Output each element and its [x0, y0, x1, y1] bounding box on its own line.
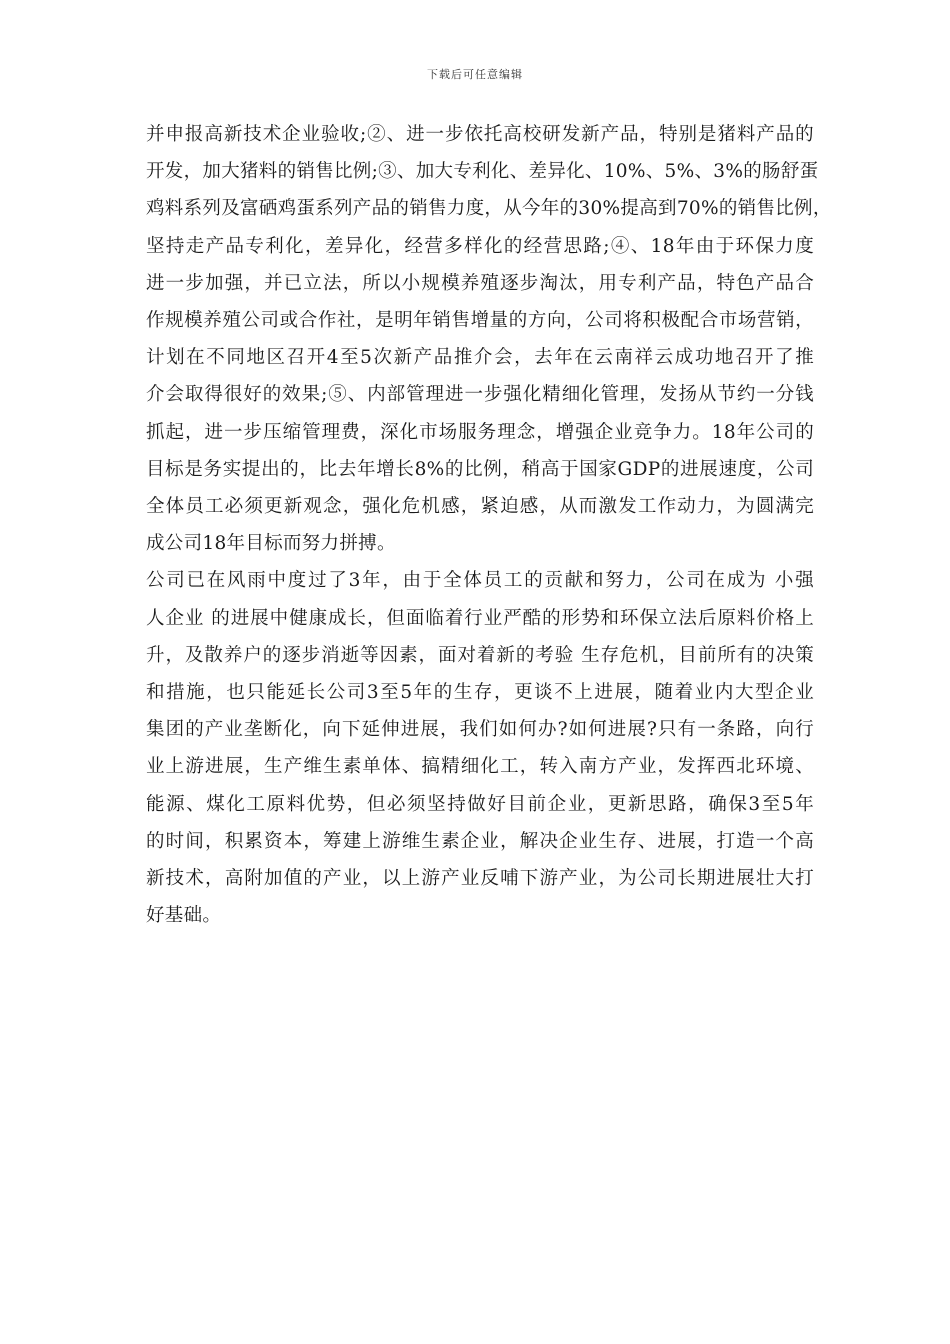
text-line: 的时间，积累资本，筹建上游维生素企业，解决企业生存、进展，打造一个高 [146, 830, 814, 852]
text-line: 公司已在风雨中度过了3年，由于全体员工的贡献和努力，公司在成为 小强 [146, 570, 814, 592]
text-line: 计划在不同地区召开4至5次新产品推介会，去年在云南祥云成功地召开了推 [146, 347, 814, 369]
text-line: 作规模养殖公司或合作社，是明年销售增量的方向，公司将积极配合市场营销， [146, 310, 814, 332]
text-line: 好基础。 [146, 905, 222, 927]
text-line: 进一步加强，并已立法，所以小规模养殖逐步淘汰，用专利产品，特色产品合 [146, 272, 814, 294]
text-line: 集团的产业垄断化，向下延伸进展，我们如何办?如何进展?只有一条路，向行 [146, 719, 814, 741]
text-line: 升，及散养户的逐步消逝等因素，面对着新的考验 生存危机，目前所有的决策 [146, 644, 814, 666]
text-line: 成公司18年目标而努力拼搏。 [146, 533, 396, 555]
text-line: 人企业 的进展中健康成长，但面临着行业严酷的形势和环保立法后原料价格上 [146, 607, 814, 629]
text-line: 抓起，进一步压缩管理费，深化市场服务理念，增强企业竞争力。18年公司的 [146, 421, 814, 443]
text-line: 能源、煤化工原料优势，但必须坚持做好目前企业，更新思路，确保3至5年 [146, 793, 814, 815]
text-line: 开发，加大猪料的销售比例;③、加大专利化、差异化、10%、5%、3%的肠舒蛋 [146, 161, 819, 183]
text-line: 介会取得很好的效果;⑤、内部管理进一步强化精细化管理，发扬从节约一分钱 [146, 384, 814, 406]
text-line: 和措施，也只能延长公司3至5年的生存，更谈不上进展，随着业内大型企业 [146, 682, 814, 704]
text-line: 坚持走产品专利化，差异化，经营多样化的经营思路;④、18年由于环保力度 [146, 235, 814, 257]
page-header-note: 下载后可任意编辑 [427, 68, 523, 81]
text-line: 新技术，高附加值的产业，以上游产业反哺下游产业，为公司长期进展壮大打 [146, 868, 814, 890]
text-line: 鸡料系列及富硒鸡蛋系列产品的销售力度，从今年的30%提高到70%的销售比例， [146, 198, 832, 220]
text-line: 目标是务实提出的，比去年增长8%的比例，稍高于国家GDP的进展速度，公司 [146, 458, 814, 480]
text-line: 全体员工必须更新观念，强化危机感，紧迫感，从而激发工作动力，为圆满完 [146, 496, 814, 518]
document-body [146, 116, 832, 934]
text-line: 业上游进展，生产维生素单体、搞精细化工，转入南方产业，发挥西北环境、 [146, 756, 814, 778]
text-line: 并申报高新技术企业验收;②、进一步依托高校研发新产品，特别是猪料产品的 [146, 124, 814, 145]
